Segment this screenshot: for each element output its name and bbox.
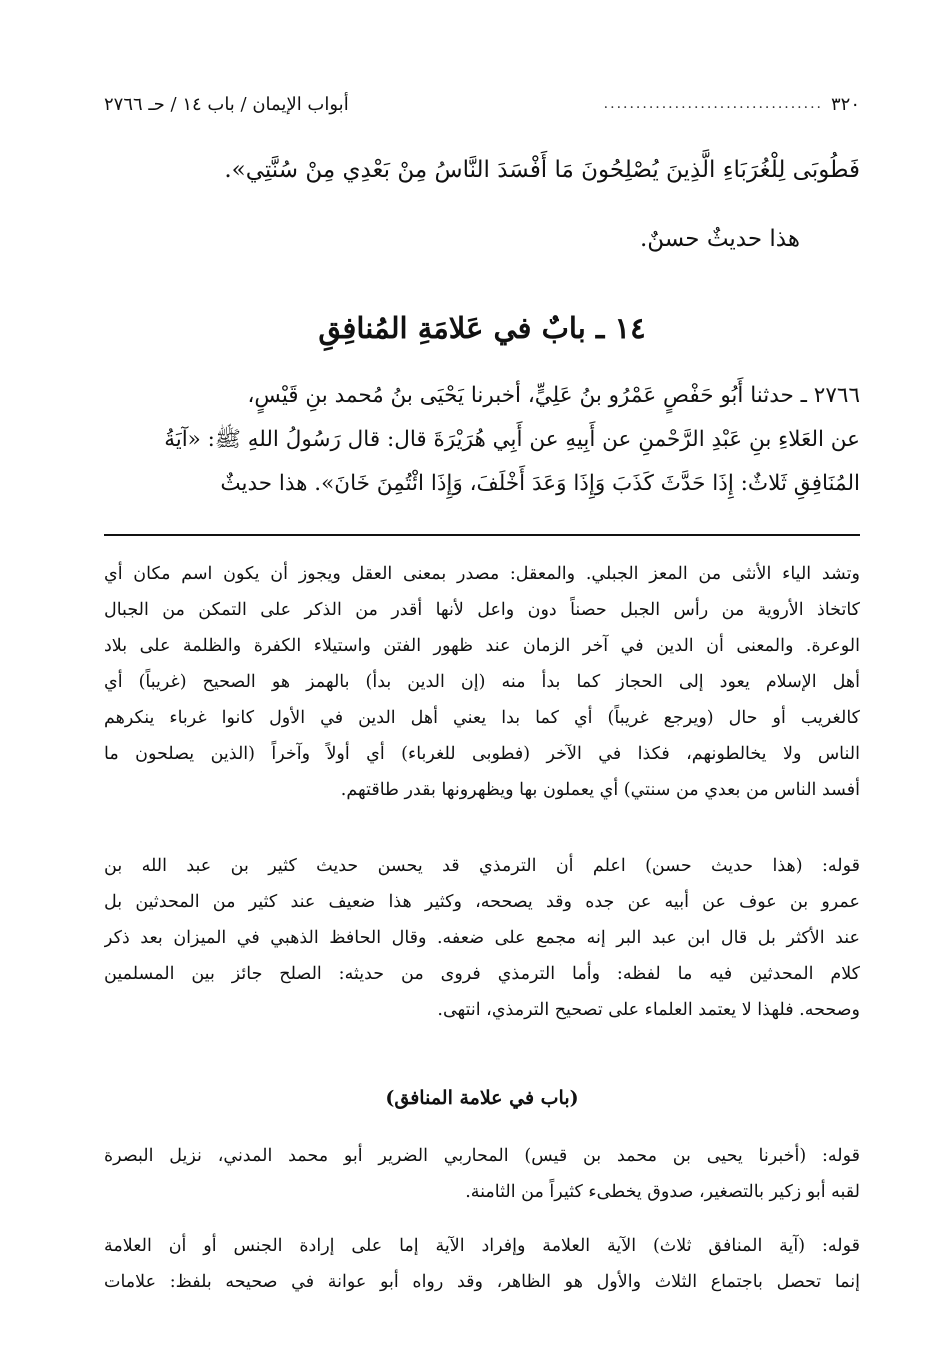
commentary-block: [104, 1138, 860, 1210]
commentary-line: الوعرة. والمعنى أن الدين في آخر الزمان عند ظهور الفتن واستيلاء الكفرة والظلمة على بلاد: [104, 636, 860, 656]
commentary-line: أفسد الناس من بعدي من سنتي) أي يعملون بها ويظهرونها بقدر طاقتهم.: [340, 780, 860, 800]
commentary-line: وصححه. فلهذا لا يعتمد العلماء على تصحيح الترمذي، انتهى.: [437, 1000, 860, 1020]
leader-dots: ..................................: [603, 96, 823, 112]
page-number: ٣٢٠: [830, 93, 860, 115]
commentary-block: [104, 848, 860, 1028]
commentary-line: قوله: (أخبرنا يحيى بن محمد بن قيس) المحاربي الضرير أبو محمد المدني، نزيل البصرة: [104, 1146, 860, 1166]
commentary-line: عمرو بن عوف عن أبيه عن جده وقد يصححه، وكثير هذا ضعيف عند كثير من المحدثين بل: [104, 892, 860, 912]
commentary-line: قوله: (آية المنافق ثلاث) الآية العلامة وإفراد الآية إما على إرادة الجنس أو أن العلامة: [104, 1236, 860, 1256]
footnote-divider: [104, 534, 860, 536]
commentary-line: كاتخاذ الأروية من رأس الجبل حصناً دون واعل لأنها أقدر من الذكر على التمكن من الجبال: [104, 600, 860, 620]
commentary-line: قوله: (هذا حديث حسن) اعلم أن الترمذي قد يحسن حديث كثير بن عبد الله بن: [104, 856, 860, 876]
hadith-line: عن العَلاءِ بنِ عَبْدِ الرَّحْمنِ عن أَبِيهِ عن أَبِي هُرَيْرَةَ قال: قال رَسُولُ اللهِ ﷺ: «آيَةُ: [164, 427, 860, 452]
commentary-sub-heading: (باب في علامة المنافق): [385, 1087, 579, 1109]
commentary-line: لقبه أبو زكير بالتصغير، صدوق يخطىء كثيراً من الثامنة.: [465, 1182, 860, 1202]
commentary-line: الناس ولا يخالطونهم، فكذا في الآخر (فطوبى للغرباء) أي أولاً وآخراً (الذين يصلحون ما: [104, 744, 860, 764]
commentary-block: [104, 1228, 860, 1300]
hadith-line: المُنَافِقِ ثَلاثٌ: إِذَا حَدَّثَ كَذَبَ وَإِذَا وَعَدَ أَخْلَفَ، وَإِذَا ائْتُمِنَ خَانَ». هذا حديثٌ: [220, 471, 860, 496]
hadith-text: [104, 374, 860, 506]
hadith-grading: هذا حديثٌ حسنٌ.: [639, 226, 800, 252]
commentary-line: كلام المحدثين فيه ما لفظه: وأما الترمذي فروى من حديثه: الصلح جائز بين المسلمين: [104, 964, 860, 984]
commentary-block: [104, 556, 860, 808]
commentary-line: كالغريب أو حال (ويرجع غريباً) أي كما بدا يعني أهل الدين في الأول كانوا غرباء ينكرهم: [104, 708, 860, 728]
running-title: أبواب الإيمان / باب ١٤ / حـ ٢٧٦٦: [104, 93, 349, 115]
commentary-line: عند الأكثر بل قال ابن عبد البر إنه مجمع على ضعفه. وقال الحافظ الذهبي في الميزان بعد ذكر: [104, 928, 860, 948]
page-header: [104, 88, 860, 120]
running-title-group: [604, 94, 860, 115]
commentary-line: إنما تحصل باجتماع الثلاث والأول هو الظاهر، وقد رواه أبو عوانة في صحيحه بلفظ: علامات: [104, 1272, 860, 1292]
commentary-line: أهل الإسلام يعود إلى الحجاز كما بدأ منه (إن الدين بدأ) بالهمز هو الصحيح (غريباً) أي: [104, 672, 860, 692]
hadith-line: ٢٧٦٦ ـ حدثنا أَبُو حَفْصٍ عَمْرُو بنُ عَلِيٍّ، أخبرنا يَحْيَى بنُ مُحمد بنِ قَيْسٍ،: [247, 383, 860, 408]
hadith-ending-line: فَطُوبَى لِلْغُرَبَاءِ الَّذِينَ يُصْلِحُونَ مَا أَفْسَدَ النَّاسُ مِنْ بَعْدِي مِنْ سُنَّتِي».: [224, 157, 860, 183]
commentary-line: وتشد الياء الأنثى من المعز الجبلي. والمعقل: مصدر بمعنى العقل ويجوز أن يكون اسم مكان أي: [104, 564, 860, 584]
chapter-title: ١٤ ـ بابٌ في عَلامَةِ المُنافِقِ: [318, 311, 646, 345]
